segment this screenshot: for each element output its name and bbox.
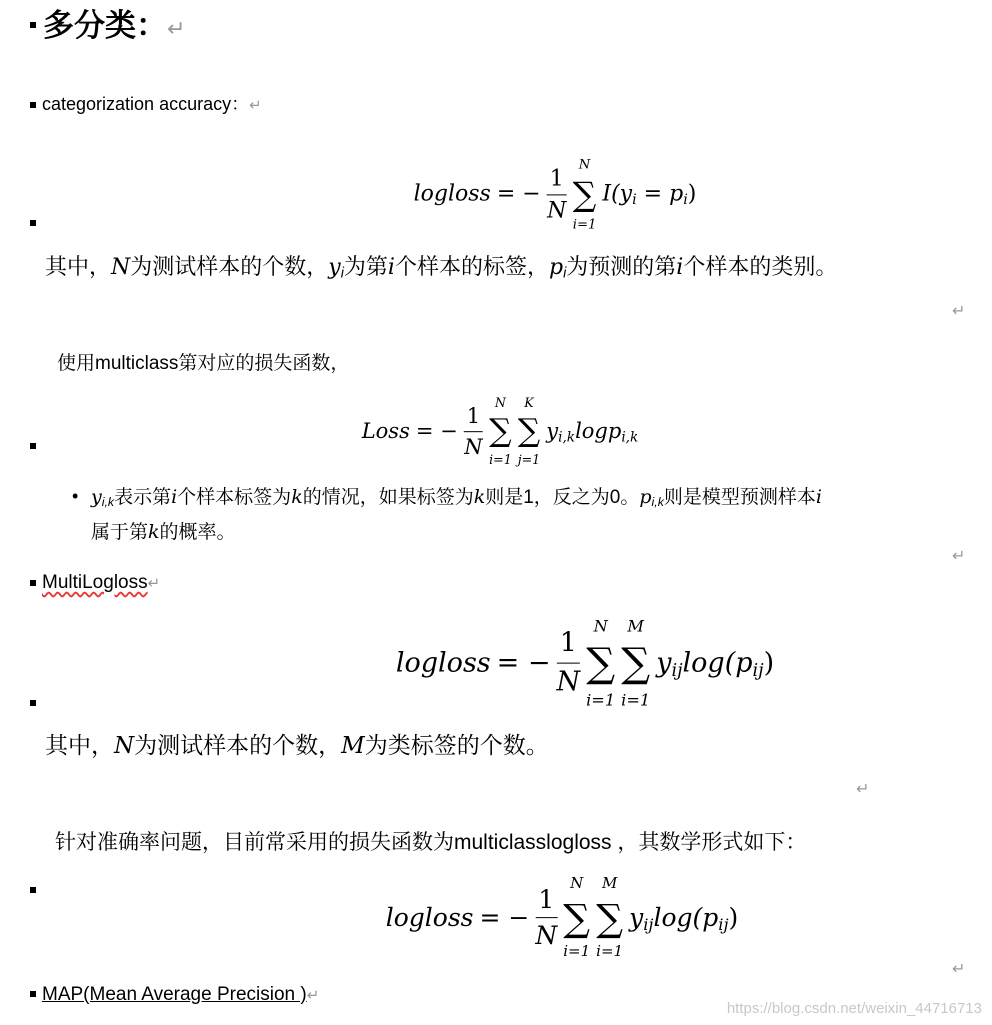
- section-heading: 多分类：↵: [43, 8, 186, 43]
- bullet-marker: [30, 22, 36, 28]
- paragraph-mark: ↵: [952, 961, 966, 978]
- map-label: MAP(Mean Average Precision )↵: [42, 984, 320, 1005]
- bullet-marker: [30, 580, 36, 586]
- bullet-item-line-1: $y_{i,k}$表示第i个样本标签为k的情况，如果标签为k则是1，反之为0。$p_{i,k}$则是模型预测样本i: [91, 486, 822, 510]
- bullet-marker: [30, 102, 36, 108]
- formula-multilogloss: logloss = − $\frac{1}{N}$ N ∑ i=1 M ∑ i=1 $y_{ij}\log(p_{ij})$: [395, 616, 775, 710]
- paragraph-mark: ↵: [952, 303, 966, 320]
- bullet-marker: [30, 700, 36, 706]
- bullet-marker: [30, 220, 36, 226]
- multiclass-intro: 使用multiclass第对应的损失函数，: [57, 353, 350, 374]
- paragraph-mark: ↵: [952, 548, 966, 565]
- accuracy-intro: 针对准确率问题，目前常采用的损失函数为multiclasslogloss ，其数学形式如下：: [55, 831, 807, 854]
- bullet-marker: [30, 991, 36, 997]
- where-text-1: 其中，N为测试样本的个数，$y_i$为第i个样本的标签，$p_i$为预测的第i个样本的类别。: [45, 254, 838, 282]
- bullet-marker: [30, 443, 36, 449]
- bullet-item-line-2: 属于第k的概率。: [91, 521, 236, 543]
- paragraph-mark: ↵: [856, 781, 870, 798]
- formula-loss: Loss = − $\frac{1}{N}$ N ∑ i=1 K ∑ j=1 $y_{i,k}\log p_{i,k}$: [361, 395, 639, 468]
- where-text-2: 其中，N为测试样本的个数，M为类标签的个数。: [45, 732, 549, 759]
- formula-accuracy: logloss = − $\frac{1}{N}$ N ∑ i=1 $I(y_i = p_i)$: [413, 157, 697, 233]
- bullet-marker: [30, 887, 36, 893]
- watermark: https://blog.csdn.net/weixin_44716713: [726, 1000, 982, 1017]
- multilogloss-label: MultiLogloss↵: [42, 572, 161, 593]
- formula-multiclasslogloss: logloss = − $\frac{1}{N}$ N ∑ i=1 M ∑ i=1 $y_{ij}\log(p_{ij})$: [385, 874, 739, 961]
- accuracy-label: categorization accuracy：↵: [42, 94, 262, 114]
- bullet-dot: •: [72, 486, 79, 506]
